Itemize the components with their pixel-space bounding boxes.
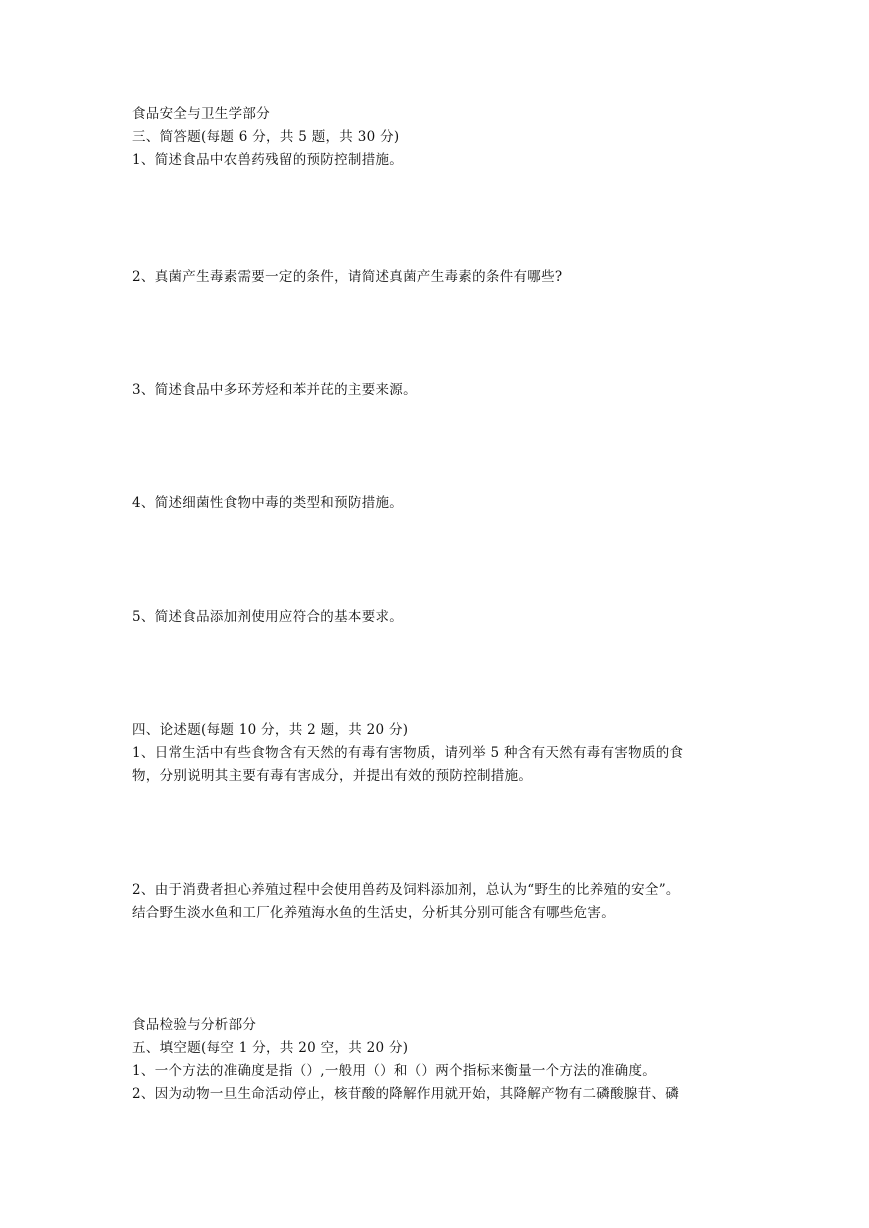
part4-question-1-line-1: 1、日常生活中有些食物含有天然的有毒有害物质，请列举 5 种含有天然有毒有害物质的食	[132, 745, 684, 761]
part5-question-2: 2、因为动物一旦生命活动停止，核苷酸的降解作用就开始，其降解产物有二磷酸腺苷、磷	[132, 1086, 680, 1102]
part3-question-2: 2、真菌产生毒素需要一定的条件，请简述真菌产生毒素的条件有哪些?	[132, 269, 563, 285]
part4-question-2-line-2: 结合野生淡水鱼和工厂化养殖海水鱼的生活史，分析其分别可能含有哪些危害。	[132, 905, 615, 921]
part4-question-1-line-2: 物，分别说明其主要有毒有害成分，并提出有效的预防控制措施。	[132, 768, 533, 784]
part3-question-5: 5、简述食品添加剂使用应符合的基本要求。	[132, 609, 404, 625]
part4-heading: 四、论述题(每题 10 分，共 2 题，共 20 分)	[132, 722, 409, 738]
part5-heading: 五、填空题(每空 1 分，共 20 空，共 20 分)	[132, 1040, 409, 1056]
part3-heading: 三、简答题(每题 6 分，共 5 题，共 30 分)	[132, 129, 400, 145]
part3-question-3: 3、简述食品中多环芳烃和苯并芘的主要来源。	[132, 382, 417, 398]
part3-question-1: 1、简述食品中农兽药残留的预防控制措施。	[132, 152, 404, 168]
part4-question-2-line-1: 2、由于消费者担心养殖过程中会使用兽药及饲料添加剂，总认为“野生的比养殖的安全”。	[132, 882, 680, 898]
section-title-food-safety: 食品安全与卫生学部分	[132, 106, 270, 122]
section-title-food-analysis: 食品检验与分析部分	[132, 1017, 257, 1033]
part5-question-1: 1、一个方法的准确度是指（）,一般用（）和（）两个指标来衡量一个方法的准确度。	[132, 1063, 657, 1079]
part3-question-4: 4、简述细菌性食物中毒的类型和预防措施。	[132, 495, 404, 511]
